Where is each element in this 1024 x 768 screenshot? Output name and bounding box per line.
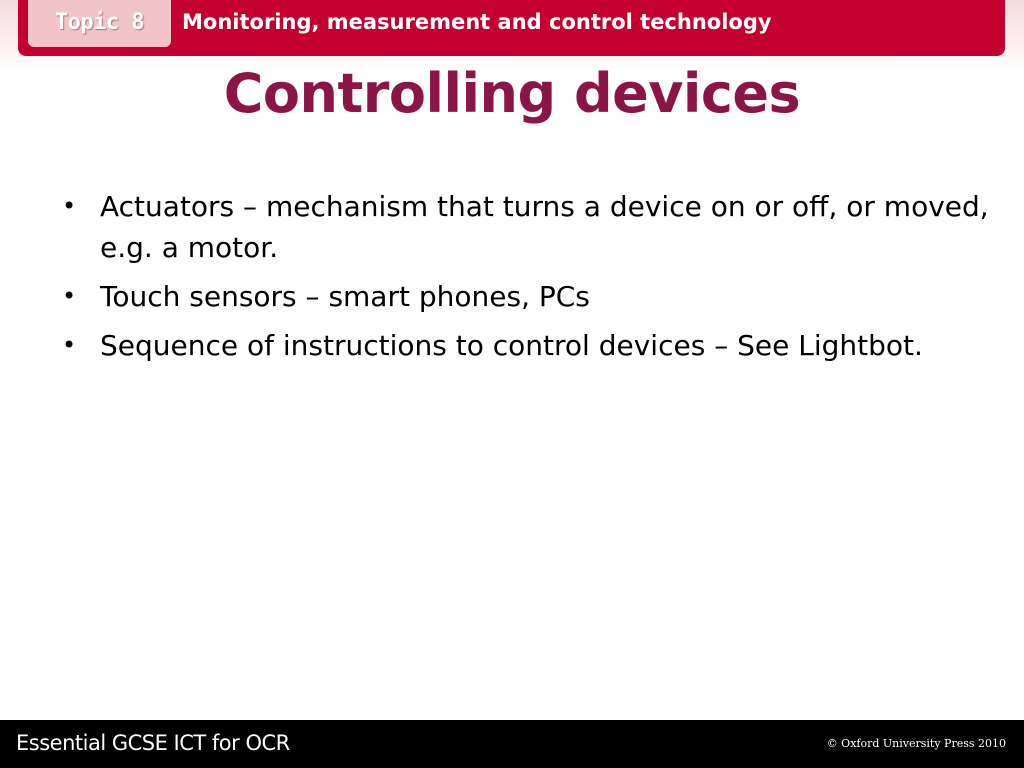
bullet-dot-icon: • xyxy=(62,282,77,310)
footer-bar xyxy=(0,720,1024,768)
bullet-dot-icon: • xyxy=(62,331,77,359)
bullet-text: Actuators – mechanism that turns a device on or off, or moved, e.g. a motor. xyxy=(100,190,989,264)
bullet-item xyxy=(62,186,1012,268)
bullet-item xyxy=(62,325,1012,366)
bullet-list xyxy=(62,186,1012,374)
footer-book-title: Essential GCSE ICT for OCR xyxy=(16,731,290,755)
bullet-item xyxy=(62,276,1012,317)
bullet-text: Touch sensors – smart phones, PCs xyxy=(100,280,590,313)
slide-title: Controlling devices xyxy=(223,62,801,125)
topic-label: Topic 8 xyxy=(54,10,145,35)
bullet-text: Sequence of instructions to control devices – See Lightbot. xyxy=(100,329,923,362)
topic-title: Monitoring, measurement and control technology xyxy=(182,10,772,34)
footer-copyright: © Oxford University Press 2010 xyxy=(826,737,1006,750)
bullet-dot-icon: • xyxy=(62,192,77,220)
